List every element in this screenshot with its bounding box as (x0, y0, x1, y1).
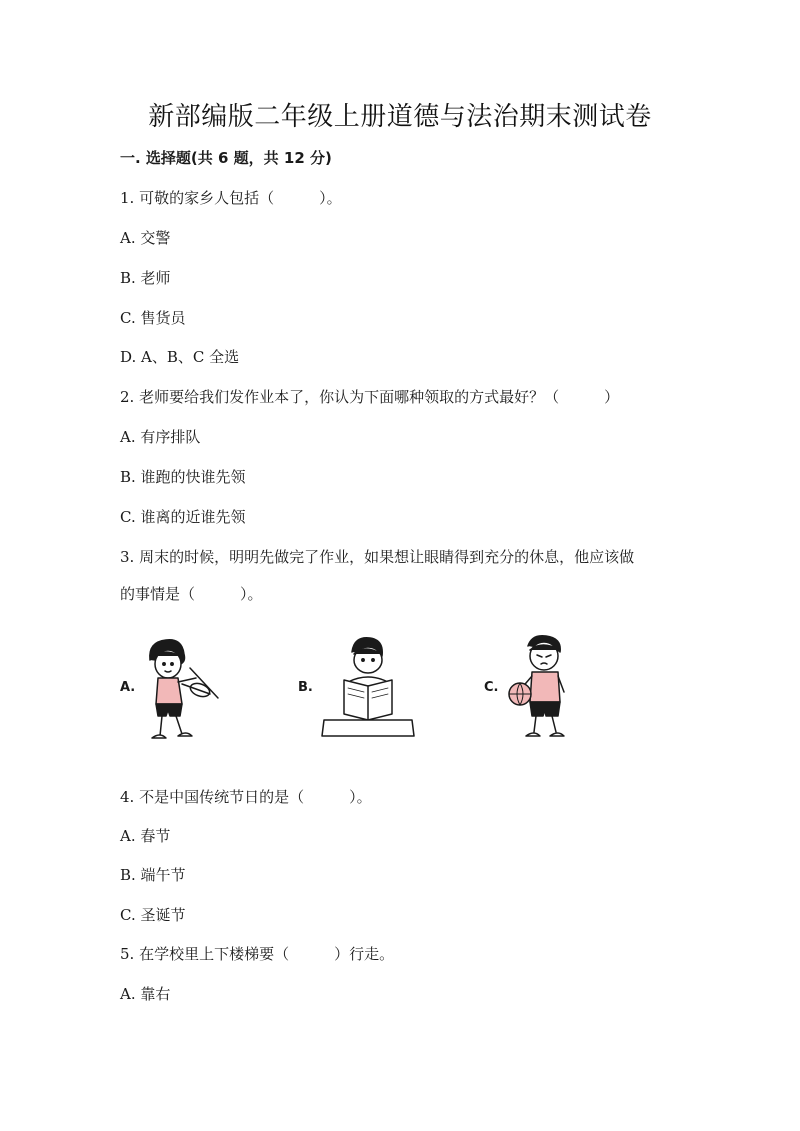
question-5-option-a: A. 靠右 (120, 985, 171, 1003)
child-playing-violin-icon (138, 632, 228, 747)
option-label: C. (484, 680, 499, 695)
question-2-option-c: C. 谁离的近谁先领 (120, 508, 246, 526)
question-3-stem-line1: 3. 周末的时候，明明先做完了作业，如果想让眼睛得到充分的休息，他应该做 (120, 548, 635, 566)
child-reading-book-icon (318, 632, 418, 742)
question-4-option-a: A. 春节 (120, 827, 171, 845)
child-playing-basketball-icon (506, 632, 578, 747)
question-3-pictures (120, 632, 620, 752)
question-1-option-b: B. 老师 (120, 269, 171, 287)
question-3-option-b (298, 632, 428, 752)
question-1-option-c: C. 售货员 (120, 309, 186, 327)
question-1-option-d: D. A、B、C 全选 (120, 348, 240, 366)
question-2-option-b: B. 谁跑的快谁先领 (120, 468, 246, 486)
question-2-option-a: A. 有序排队 (120, 428, 201, 446)
question-4-option-c: C. 圣诞节 (120, 906, 186, 924)
section-heading: 一. 选择题(共 6 题，共 12 分) (120, 149, 332, 167)
question-4-option-b: B. 端午节 (120, 866, 186, 884)
option-label: A. (120, 680, 136, 695)
question-1-stem: 1. 可敬的家乡人包括（ ）。 (120, 189, 342, 207)
question-3-option-a (120, 632, 240, 752)
question-2-stem: 2. 老师要给我们发作业本了，你认为下面哪种领取的方式最好？（ ） (120, 388, 620, 406)
question-1-option-a: A. 交警 (120, 229, 171, 247)
question-3-option-c (484, 632, 614, 752)
question-3-stem-line2: 的事情是（ ）。 (120, 585, 263, 603)
question-4-stem: 4. 不是中国传统节日的是（ ）。 (120, 788, 372, 806)
option-label: B. (298, 680, 313, 695)
page-title: 新部编版二年级上册道德与法治期末测试卷 (148, 102, 652, 132)
question-5-stem: 5. 在学校里上下楼梯要（ ）行走。 (120, 945, 395, 963)
